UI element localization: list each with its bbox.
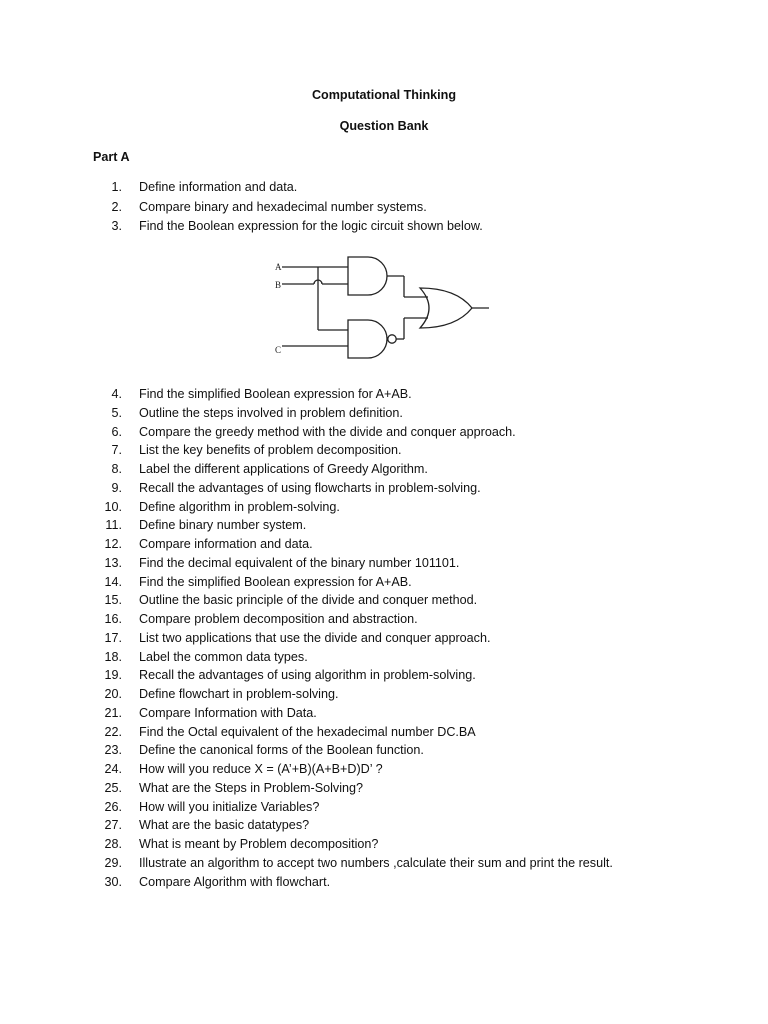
question-number: 19. [104, 668, 122, 683]
question-number: 2. [111, 199, 122, 214]
question-text: How will you initialize Variables? [139, 799, 320, 814]
question-item [0, 385, 760, 403]
question-item [0, 704, 760, 722]
question-item [0, 423, 760, 441]
nand-bubble [388, 335, 396, 343]
question-number: 29. [104, 855, 122, 870]
question-number: 30. [104, 874, 122, 889]
question-item [0, 460, 760, 478]
question-text: Define algorithm in problem-solving. [139, 499, 340, 514]
question-text: Recall the advantages of using algorithm in problem-solving. [139, 668, 476, 683]
question-item [0, 854, 760, 872]
question-text: How will you reduce X = (A’+B)(A+B+D)D’ ? [139, 762, 383, 776]
question-item [0, 404, 760, 422]
question-number: 24. [104, 762, 122, 776]
label-a: A [275, 262, 282, 272]
question-text: Outline the steps involved in problem definition. [139, 405, 403, 420]
question-item [0, 554, 760, 572]
question-text: Compare binary and hexadecimal number systems. [139, 199, 427, 214]
question-item [0, 479, 760, 497]
label-c: C [275, 345, 282, 355]
question-item [0, 760, 760, 778]
question-text: Label the common data types. [139, 649, 308, 664]
page-subtitle: Question Bank [339, 119, 429, 133]
question-item [0, 666, 760, 684]
question-text: Compare problem decomposition and abstraction. [139, 612, 418, 626]
question-item [0, 198, 760, 216]
question-number: 6. [111, 424, 122, 439]
question-number: 22. [104, 724, 122, 739]
question-text: What are the Steps in Problem-Solving? [139, 780, 364, 795]
and-gate [348, 257, 387, 295]
question-number: 5. [111, 405, 122, 420]
question-item [0, 798, 760, 816]
question-item [0, 573, 760, 591]
question-number: 16. [104, 612, 122, 626]
label-b: B [275, 280, 282, 290]
question-item [0, 835, 760, 853]
question-number: 26. [104, 799, 122, 814]
question-item [0, 178, 760, 196]
question-number: 17. [104, 630, 122, 645]
question-number: 27. [104, 818, 122, 833]
question-number: 23. [104, 743, 122, 758]
question-number: 15. [104, 593, 122, 608]
question-text: What is meant by Problem decomposition? [139, 837, 379, 851]
question-number: 10. [104, 499, 122, 514]
question-text: Define flowchart in problem-solving. [139, 687, 339, 701]
question-number: 14. [104, 574, 122, 589]
question-number: 3. [111, 219, 122, 233]
question-text: Find the simplified Boolean expression for A+AB. [139, 387, 412, 401]
question-text: Compare information and data. [139, 537, 313, 551]
question-text: Compare the greedy method with the divide and conquer approach. [139, 424, 516, 439]
question-number: 18. [104, 649, 122, 664]
question-text: Define binary number system. [139, 518, 307, 533]
question-item [0, 685, 760, 703]
question-text: Label the different applications of Greedy Algorithm. [139, 462, 428, 476]
question-text: Compare Information with Data. [139, 705, 317, 720]
question-text: List the key benefits of problem decomposition. [139, 443, 402, 458]
question-text: Compare Algorithm with flowchart. [139, 874, 331, 889]
question-text: Find the Boolean expression for the logic circuit shown below. [139, 219, 483, 233]
question-text: Define information and data. [139, 180, 298, 194]
question-number: 8. [111, 462, 122, 476]
question-number: 21. [104, 705, 122, 720]
question-text: Find the Octal equivalent of the hexadecimal number DC.BA [139, 724, 476, 739]
question-item [0, 516, 760, 534]
nand-gate [348, 320, 387, 358]
question-item [0, 441, 760, 459]
question-text: Define the canonical forms of the Boolean function. [139, 743, 424, 758]
question-item [0, 610, 760, 628]
question-text: List two applications that use the divide and conquer approach. [139, 630, 491, 645]
question-item [0, 648, 760, 666]
question-text: Outline the basic principle of the divide and conquer method. [139, 593, 478, 608]
question-text: What are the basic datatypes? [139, 818, 310, 833]
question-number: 9. [111, 480, 122, 495]
question-text: Find the decimal equivalent of the binary number 101101. [139, 555, 460, 570]
question-item [0, 741, 760, 759]
question-text: Find the simplified Boolean expression for A+AB. [139, 574, 412, 589]
question-number: 11. [105, 518, 122, 533]
question-item [0, 535, 760, 553]
question-number: 28. [104, 837, 122, 851]
or-gate [420, 288, 472, 328]
question-number: 7. [111, 443, 122, 458]
question-item [0, 816, 760, 834]
question-item [0, 873, 760, 891]
question-item [0, 498, 760, 516]
question-number: 13. [104, 555, 122, 570]
question-number: 4. [111, 387, 122, 401]
question-text: Recall the advantages of using flowcharts in problem-solving. [139, 480, 481, 495]
logic-circuit-diagram [268, 252, 492, 362]
section-heading: Part A [93, 150, 130, 164]
question-item [0, 779, 760, 797]
question-item [0, 723, 760, 741]
question-text: Illustrate an algorithm to accept two numbers ,calculate their sum and print the result. [139, 855, 613, 870]
question-number: 12. [104, 537, 122, 551]
page-title: Computational Thinking [311, 88, 457, 102]
question-number: 1. [111, 180, 122, 194]
question-item [0, 629, 760, 647]
question-number: 25. [104, 780, 122, 795]
question-item [0, 591, 760, 609]
question-item [0, 217, 760, 235]
question-number: 20. [104, 687, 122, 701]
